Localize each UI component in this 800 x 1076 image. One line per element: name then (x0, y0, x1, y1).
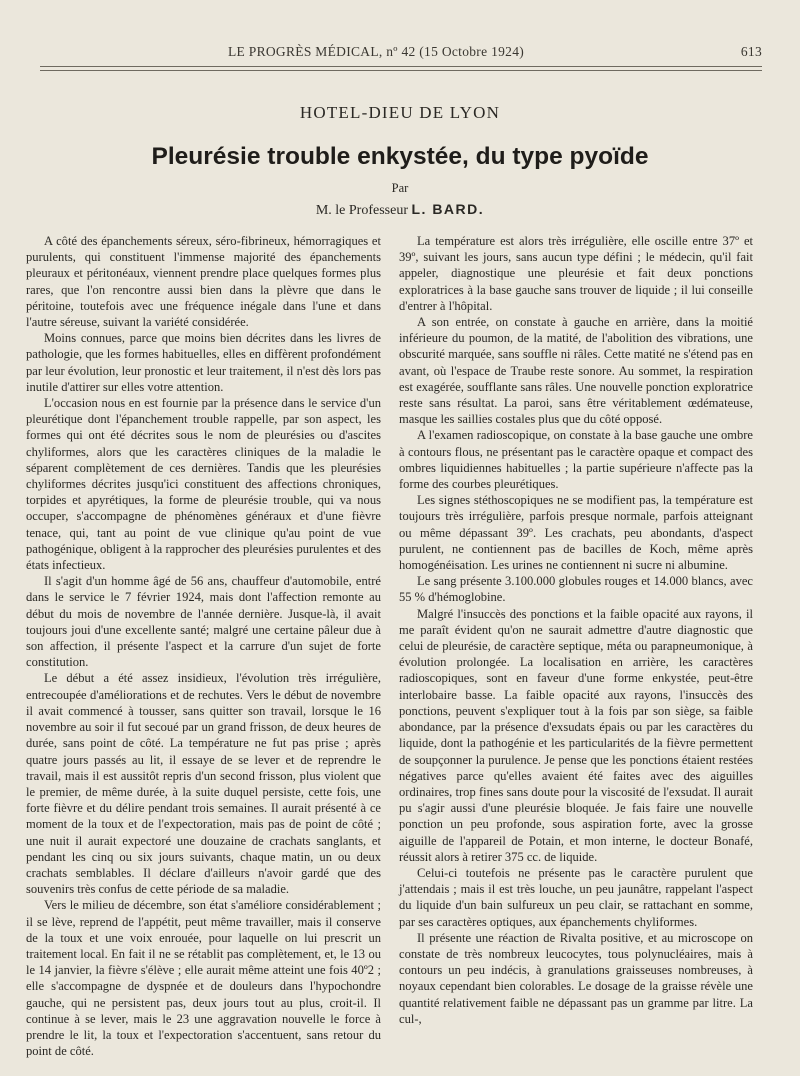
header-rule-bottom (40, 70, 762, 71)
paragraph: Moins connues, parce que moins bien décrites dans les livres de pathologie, que les formes habituelles, elles en diffèrent profondément par leur évolution, leur pronostic et leur traitement, il n'est dès lors pas inutile d'attirer sur elles votre attention. (26, 331, 381, 394)
header-rule-top (40, 66, 762, 67)
paragraph: Les signes stéthoscopiques ne se modifient pas, la température est toujours très irrégulière, parfois presque normale, parfois atteignant ou même dépassant 39º. Les crachats, peu abondants, d'aspect purulent, ne contiennent pas de bacilles de Koch, même après homogénéisation. Les urines ne contiennent ni sucre ni albumine. (399, 493, 753, 573)
right-column (399, 233, 753, 1027)
paragraph: Malgré l'insuccès des ponctions et la faible opacité aux rayons, il me paraît évident qu'on ne saurait admettre d'autre diagnostic que celui de pleurésie, de caractère septique, méta ou parapneumonique, à évolution prolongée. La localisation en arrière, les caractères radioscopiques, sont en faveur d'une forme enkystée, peut-être interlobaire basse. La faible opacité aux rayons, l'insuccès des ponctions, peuvent s'expliquer tout à la fois par son siège, sa faible abondance, par la présence d'exsudats épais ou par les caractères du liquide, dont la pathogénie et les particularités de la fièvre permettent de soupçonner la purulence. Je pense que les ponctions étaient restées négatives parce qu'elles avaient été faites avec des aiguilles ordinaires, trop fines sans doute pour la viscosité de l'exsudat. Il aurait pu s'agir aussi d'une pleurésie bloquée. Je fais faire une nouvelle ponction un peu profonde, sous aspiration forte, avec la grosse aiguille de l'appareil de Potain, et mon interne, le docteur Bonafé, réussit alors à retirer 375 cc. de liquide. (399, 606, 753, 864)
author-prefix: M. le Professeur (315, 203, 408, 218)
paragraph: A côté des épanchements séreux, séro-fibrineux, hémorragiques et purulents, qui constituent l'immense majorité des épanchements pleuraux et péritonéaux, viennent prendre place quelques formes plus rares, que l'on rencontre aussi bien dans la plèvre que dans le péritoine, toutefois avec une fréquence inégale dans l'une et dans l'autre séreuse, suivant la variété considérée. (26, 234, 381, 330)
paragraph: Celui-ci toutefois ne présente pas le caractère purulent que j'attendais ; mais il est très louche, un peu jaunâtre, rappelant l'aspect du liquide d'un bain sulfureux un peu clair, se rattachant en somme, par ses caractères optiques, aux épanchements chyliformes. (399, 865, 753, 929)
paragraph: L'occasion nous en est fournie par la présence dans le service d'un pleurétique dont l'épanchement trouble rappelle, par son aspect, les formes qui ont été décrites sous le nom de pleurésies ou d'ascites chyliformes, alors que les caractères cliniques de la maladie le séparent complètement de ces dernières. Tandis que les pleurésies chyliformes décrites jusqu'ici constituent des affections chroniques, torpides et apyrétiques, la forme de pleurésie trouble, qui va nous occuper, s'accompagne de phénomènes généraux et d'une fièvre tenace, qui, tant au point de vue clinique qu'au point de vue pathogénique, obligent à la rapprocher des pleurésies purulentes et des états infectieux. (26, 396, 381, 573)
left-column (26, 233, 381, 1059)
paragraph: Il s'agit d'un homme âgé de 56 ans, chauffeur d'automobile, entré dans le service le 7 février 1924, mais dont l'affection remonte au début du mois de novembre de l'année dernière. Jusque-là, il avait toujours joui d'une excellente santé; malgré une certaine pâleur due à son affection, il présente l'aspect et la carrure d'un sujet de forte constitution. (26, 574, 381, 670)
paragraph: Le sang présente 3.100.000 globules rouges et 14.000 blancs, avec 55 % d'hémoglobine. (399, 574, 753, 605)
paragraph: Vers le milieu de décembre, son état s'améliore considérablement ; il se lève, reprend de l'appétit, peut même travailler, mais il conserve de la toux et une voix enrouée, pour laquelle on lui prescrit un traitement local. En fait il ne se rétablit pas complètement, et, le 13 ou le 14 janvier, la fièvre s'élève ; elle aurait même atteint une fois 40º2 ; elle s'accompagne de dyspnée et de douleurs dans l'hypochondre gauche, qui ne persistent pas, deux jours tout au plus, croit-il. Il continue à se lever, mais le 23 une aggravation nouvelle le force à prendre le lit, la toux et l'expectoration s'accentuent, sans retour du point de côté. (26, 898, 381, 1059)
byline-par: Par (391, 181, 409, 195)
paragraph: Le début a été assez insidieux, l'évolution très irrégulière, entrecoupée d'améliorations et de rechutes. Vers le début de novembre il avait commencé à tousser, sans quitter son travail, lorsque le 16 novembre au soir il fut secoué par un grand frisson, de deux heures de durée, sans point de côté. La température ne fut pas prise ; après quatre jours passés au lit, il essaye de se lever et de reprendre le travail, mais il est aussitôt repris d'un second frisson, plus violent que le premier, de même durée, à la suite duquel persiste, cette fois, une forte fièvre et du délire pendant trois semaines. Il aurait présenté à ce moment de la toux et de l'expectoration, mais pas de point de côté ; une nuit il aurait expectoré une douzaine de crachats sanglants, et pendant les cinq ou six jours suivants, chaque matin, un ou deux crachats semblables. Il déclare d'ailleurs n'avoir gardé que des souvenirs très confus de cette période de sa maladie. (26, 671, 381, 897)
paragraph: A l'examen radioscopique, on constate à la base gauche une ombre à contours flous, ne présentant pas le caractère opaque et compact des ombres liquidiennes habituelles ; la partie supérieure n'affecte pas la forme des courbes pleurétiques. (399, 428, 753, 492)
paragraph: La température est alors très irrégulière, elle oscille entre 37º et 39º, suivant les jours, sans aucun type défini ; le médecin, qu'il fait appeler, diagnostique une pleurésie et fait deux ponctions exploratrices à la base gauche sans trouver de liquide ; il lui conseille d'entrer à l'hôpital. (399, 234, 753, 313)
paragraph: A son entrée, on constate à gauche en arrière, dans la moitié inférieure du poumon, de la matité, de l'abolition des vibrations, une obscurité marquée, sans souffle ni râles. Cette matité ne s'étend pas en avant, où l'espace de Traube reste sonore. Au sommet, la respiration est exagérée, soufflante sans râles. Une nouvelle ponction exploratrice reste sans résultat. La paroi, sans être véritablement œdémateuse, masque les saillies costales plus que du côté opposé. (399, 315, 753, 427)
article-title: Pleurésie trouble enkystée, du type pyoïde (151, 143, 649, 170)
author-name: L. BARD. (411, 201, 485, 217)
page-number: 613 (740, 44, 762, 59)
paragraph: Il présente une réaction de Rivalta positive, et au microscope on constate de très nombreux leucocytes, tous polynucléaires, mais à contours un peu indécis, à granulations graisseuses nombreuses, à noyaux cependant bien colorables. Le dosage de la graisse révèle une quantité relativement faible ne dépassant pas un gramme par litre. La cul-, (399, 930, 753, 1026)
running-title: LE PROGRÈS MÉDICAL, nº 42 (15 Octobre 1924) (228, 44, 525, 59)
section-heading: HOTEL-DIEU DE LYON (299, 103, 501, 122)
author-line (0, 201, 800, 219)
